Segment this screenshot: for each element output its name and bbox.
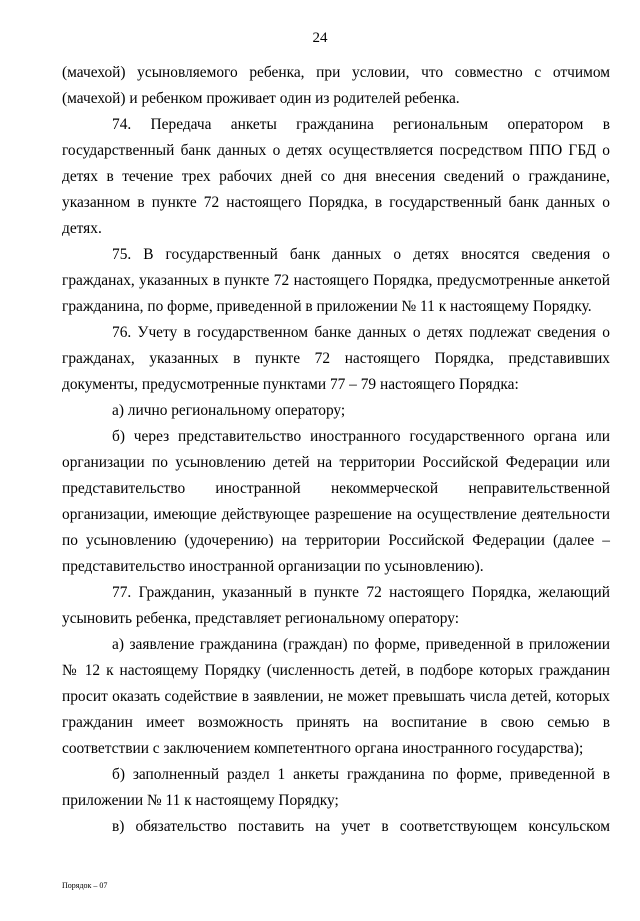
page-number: 24 (312, 30, 328, 46)
paragraph: 75. В государственный банк данных о детях вносятся сведения о гражданах, указанных в пункте 72 настоящего Порядка, предусмотренные анкетой гражданина, по форме, приведенной в приложении № 11 к настоящему Порядку. (62, 246, 610, 315)
paragraph: б) заполненный раздел 1 анкеты гражданина по форме, приведенной в приложении № 11 к настоящему Порядку; (62, 766, 610, 809)
paragraph: в) обязательство поставить на учет в соответствующем консульском (112, 818, 610, 835)
paragraph: 76. Учету в государственном банке данных о детях подлежат сведения о гражданах, указанных в пункте 72 настоящего Порядка, представивших документы, предусмотренные пунктами 77 – 79 настоящего Порядка: (62, 324, 610, 393)
document-body (62, 60, 610, 840)
paragraph: а) заявление гражданина (граждан) по форме, приведенной в приложении № 12 к настоящему Порядку (численность детей, в подборе которых гражданин просит оказать содействие в заявлении, не может превышать числа детей, которых гражданин имеет возможность принять на воспитание в свою семью в соответствии с заключением компетентного органа иностранного государства); (62, 636, 610, 757)
paragraph: 77. Гражданин, указанный в пункте 72 настоящего Порядка, желающий усыновить ребенка, представляет региональному оператору: (62, 584, 610, 627)
footer-label: Порядок – 07 (62, 881, 108, 890)
paragraph: (мачехой) усыновляемого ребенка, при условии, что совместно с отчимом (мачехой) и ребенком проживает один из родителей ребенка. (62, 64, 610, 107)
paragraph: а) лично региональному оператору; (112, 402, 346, 419)
paragraph: 74. Передача анкеты гражданина региональным оператором в государственный банк данных о детях осуществляется посредством ППО ГБД о детях в течение трех рабочих дней со дня внесения сведений о гражданине, указанном в пункте 72 настоящего Порядка, в государственный банк данных о детях. (62, 116, 610, 237)
paragraph: б) через представительство иностранного государственного органа или организации по усыновлению детей на территории Российской Федерации или представительство иностранной некоммерческой неправительственной организации, имеющие действующее разрешение на осуществление деятельности по усыновлению (удочерению) на территории Российской Федерации (далее – представительство иностранной организации по усыновлению). (62, 428, 610, 575)
